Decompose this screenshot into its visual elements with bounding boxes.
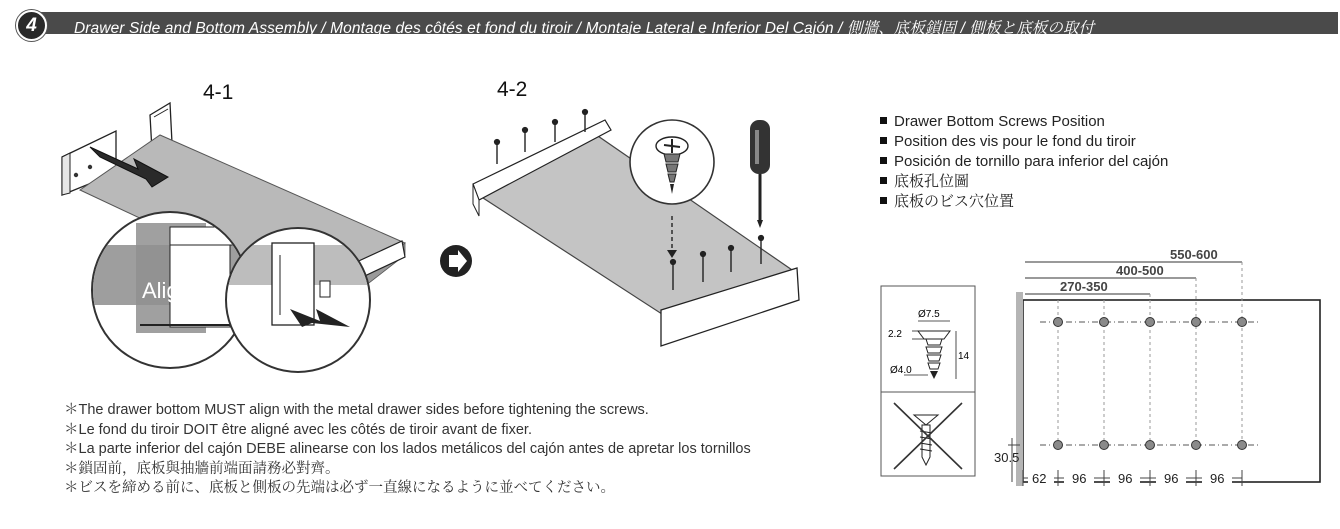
note-fr: ＊Le fond du tiroir DOIT être aligné avec les côtés de tiroir avant de fixer. — [64, 421, 532, 438]
span-label-400-500: 400-500 — [1116, 263, 1164, 278]
pitch-label: 96 — [1164, 471, 1179, 486]
pitch-label: 96 — [1072, 471, 1087, 486]
span-label-550-600: 550-600 — [1170, 247, 1218, 262]
offset-vertical-label: 30.5 — [994, 450, 1020, 465]
legend-text-ja: 底板のビス穴位置 — [894, 193, 1015, 210]
screw-position-legend — [880, 112, 1168, 212]
step-label-4-2: 4-2 — [497, 78, 528, 101]
assembly-notes — [64, 401, 751, 499]
legend-item — [880, 192, 1168, 212]
pitch-label: 96 — [1118, 471, 1133, 486]
legend-item — [880, 172, 1168, 192]
note-zh: ＊鎖固前，底板與抽牆前端面請務必對齊。 — [64, 460, 340, 477]
step-number-badge: 4 — [16, 10, 47, 41]
drawer-bottom-outline — [1023, 300, 1320, 482]
span-label-270-350: 270-350 — [1060, 279, 1108, 294]
legend-item — [880, 132, 1168, 152]
screw-length-label: 14 — [958, 351, 970, 362]
head-diameter-label: Ø7.5 — [918, 309, 940, 320]
head-height-label: 2.2 — [888, 329, 902, 340]
legend-text-fr: Position des vis pour le fond du tiroir — [894, 133, 1136, 150]
legend-text-es: Posición de tornillo para inferior del cajón — [894, 153, 1169, 170]
note-ja: ＊ビスを締める前に、底板と側板の先端は必ず一直線になるように並べてください。 — [64, 480, 615, 496]
illustration-4-2 — [465, 104, 810, 354]
hole-position-diagram — [990, 240, 1340, 490]
legend-item — [880, 112, 1168, 132]
section-title: Drawer Side and Bottom Assembly / Montage des côtés et fond du tiroir / Montaje Lateral e Inferior Del Cajón / 側牆、底板鎖固 / 側板と底板の取付 — [74, 20, 1095, 37]
note-es: ＊La parte inferior del cajón DEBE alinearse con los lados metálicos del cajón antes de apretar los tornillos — [64, 441, 751, 457]
note-en: ＊The drawer bottom MUST align with the metal drawer sides before tightening the screws. — [64, 402, 649, 418]
header-bar — [34, 12, 1338, 37]
legend-text-zh: 底板孔位圖 — [894, 173, 970, 190]
offset-first-label: 62 — [1032, 471, 1047, 486]
section-header — [16, 10, 1338, 37]
screw-spec-panel — [880, 285, 976, 477]
align-label: Align — [142, 278, 191, 303]
step-label-4-1: 4-1 — [203, 81, 234, 104]
screw-callout — [630, 120, 714, 204]
illustration-4-1 — [50, 95, 430, 385]
pitch-label: 96 — [1210, 471, 1225, 486]
legend-text-en: Drawer Bottom Screws Position — [894, 113, 1105, 130]
shank-diameter-label: Ø4.0 — [890, 365, 912, 376]
legend-item — [880, 152, 1168, 172]
screwdriver-icon — [750, 120, 770, 228]
